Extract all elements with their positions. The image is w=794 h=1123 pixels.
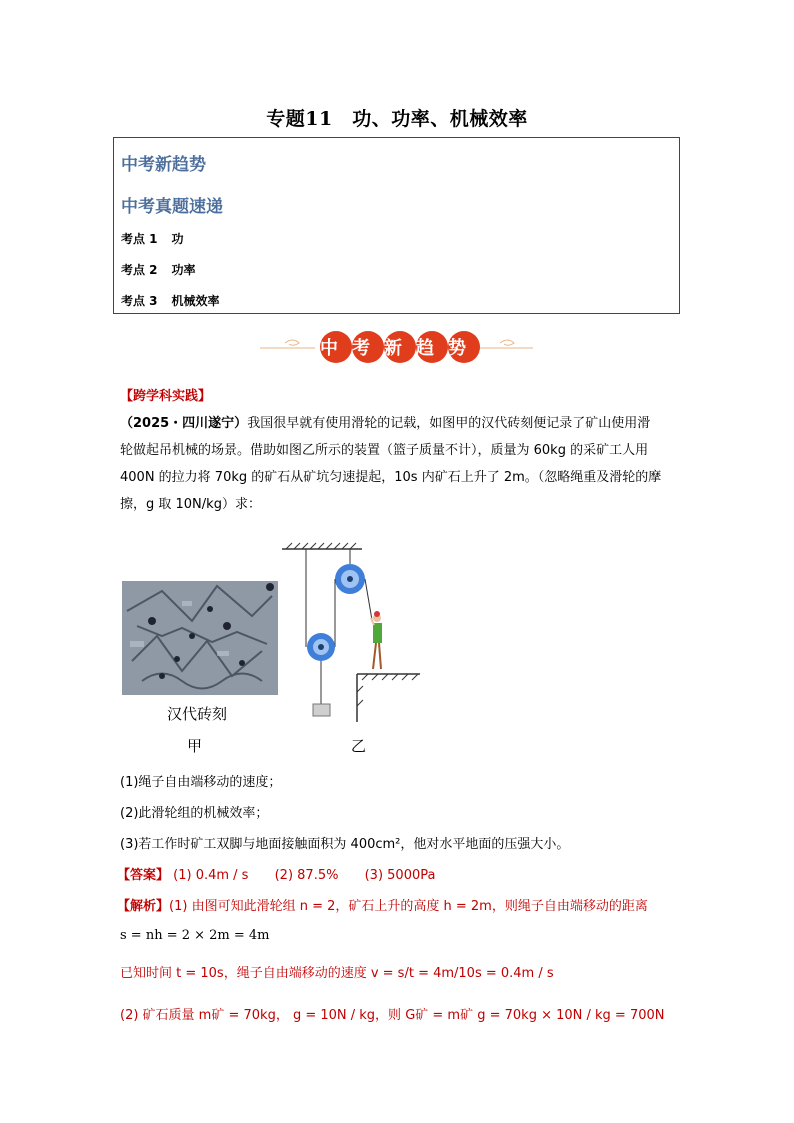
figure-label-jia: 甲 (187, 737, 203, 755)
answer-label: 【答案】 (117, 868, 170, 883)
toc-item-3[interactable] (121, 292, 220, 309)
toc-item-2[interactable] (121, 261, 196, 278)
toc-item-2-text: 功率 (171, 263, 196, 277)
section-tag: 【跨学科实践】 (120, 389, 212, 404)
problem-line-1: 我国很早就有使用滑轮的记载，如图甲的汉代砖刻便记录了矿山使用滑 (247, 416, 651, 431)
figure-label-yi: 乙 (351, 737, 367, 755)
problem-line-4: 擦，g 取 10N/kg）求： (120, 497, 261, 512)
banner-text: 中考新趋势 (320, 338, 480, 359)
figure-caption-jia: 汉代砖刻 (167, 705, 228, 723)
analysis-line-3: 已知时间 t = 10s，绳子自由端移动的速度 v = s/t = 4m/10s = 0.4m / s (120, 966, 554, 981)
problem-line-3: 400N 的拉力将 70kg 的矿石从矿坑匀速提起，10s 内矿石上升了 2m。（忽略绳重及滑轮的摩 (120, 470, 662, 485)
answer-line (117, 864, 435, 883)
toc-item-2-label: 考点 2 (121, 263, 158, 277)
answer-3: (3) 5000Pa (364, 868, 436, 883)
question-3: (3)若工作时矿工双脚与地面接触面积为 400cm²，他对水平地面的压强大小。 (120, 837, 570, 852)
toc-item-1-text: 功 (171, 232, 184, 246)
analysis-line-4: (2) 矿石质量 m矿 = 70kg， g = 10N / kg，则 G矿 = m矿 g = 70kg × 10N / kg = 700N (120, 1008, 665, 1023)
analysis-label: 【解析】 (117, 899, 170, 914)
analysis-line-1 (117, 895, 648, 914)
answer-1: (1) 0.4m / s (173, 868, 249, 883)
analysis-line-2: s = nh = 2 × 2m = 4m (120, 928, 270, 943)
toc-item-1[interactable] (121, 230, 184, 247)
han-brick-relief-image (122, 581, 278, 695)
analysis-text-1: (1) 由图可知此滑轮组 n = 2，矿石上升的高度 h = 2m，则绳子自由端移动的距离 (169, 899, 648, 914)
answer-2: (2) 87.5% (274, 868, 339, 883)
toc-heading-trend[interactable]: 中考新趋势 (121, 155, 206, 175)
problem-line-2: 轮做起吊机械的场景。借助如图乙所示的装置（篮子质量不计），质量为 60kg 的采矿工人用 (120, 443, 649, 458)
problem-source: （2025・四川遂宁） (120, 416, 248, 431)
toc-heading-real-exam[interactable]: 中考真题速递 (121, 197, 223, 217)
toc-item-3-label: 考点 3 (121, 294, 158, 308)
question-1: (1)绳子自由端移动的速度； (120, 775, 282, 790)
section-banner (255, 329, 538, 365)
pulley-system-diagram (280, 542, 425, 724)
problem-text (120, 410, 680, 518)
toc-item-1-label: 考点 1 (121, 232, 158, 246)
page-title: 专题11 功、功率、机械效率 (266, 108, 528, 130)
toc-item-3-text: 机械效率 (171, 294, 220, 308)
question-2: (2)此滑轮组的机械效率； (120, 806, 269, 821)
